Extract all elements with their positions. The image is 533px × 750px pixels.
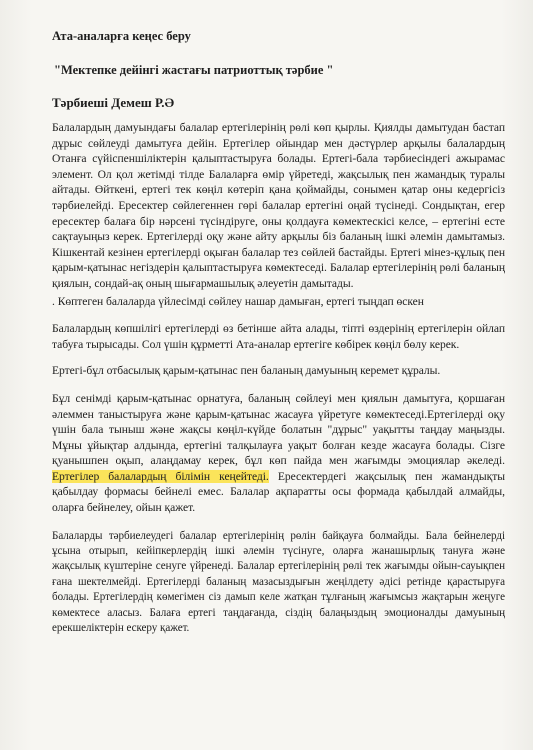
document-heading: Ата-аналарға кеңес беру xyxy=(52,29,191,43)
paragraph-text-after: Ересектердегі жақсылық пен жамандықты қабылдау формасы бейнелі емес. Балалар ақпаратты осы формада қабылдай алмайды, оларға бейнелеу, ойын қажет. xyxy=(52,469,505,515)
document-author: Тәрбиеші Демеш Р.Ә xyxy=(52,95,175,110)
document-topic-title: "Мектепке дейінгі жастағы патриоттық тәрбие " xyxy=(54,63,334,77)
paragraph-speech-note: . Көптеген балаларда үйлесімді сөйлеу нашар дамыған, ертегі тыңдап өскен xyxy=(52,294,424,308)
paragraph-reading-time xyxy=(52,391,505,516)
paragraph-retelling: Балалардың көпшілігі ертегілерді өз бетінше айта алады, тіпті өздерінің ертегілерін ойлап табуға тырысады. Сол үшін құрметті Ата-аналар ертегіге көбірек көңіл бөлу керек. xyxy=(52,322,505,351)
paragraph-family-tool: Ертегі-бұл отбасылық қарым-қатынас пен баланың дамуының керемет құралы. xyxy=(52,364,441,378)
paragraph-conclusion: Балаларды тәрбиелеудегі балалар ертегілерінің рөлін байқауға болмайды. Бала бейнелерді ұсына отырып, кейіпкерлердің ішкі әлемін түсінуге, оларға жанашырлық тануға және жақсылық күштеріне сенуге үйренеді. Балалар ертегілерінің рөлі тек жағымды ойын-сауықпен ғана шектелмейді. Ертегілерді баланың мазасыздығын жеңілдету әдісі ретінде қарастыруға болады. Ертегілердің көмегімен сіз дамып келе жатқан тұлғаның жағымсыз жақтарын жеңуге көмектесе аласыз. Балаға ертегі таңдағанда, сіздің балаңыздың эмоционалды дамуының ерекшеліктерін ескеру қажет. xyxy=(52,529,505,635)
paragraph-intro: Балалардың дамуындағы балалар ертегілерінің рөлі көп қырлы. Қиялды дамытудан бастап дұрыс сөйлеуді дамытуға дейін. Ертегілер ойындар мен дәстүрлер арқылы балалардың Отанға сүйіспеншіліктерін қалыптастыруға болады. Ертегі-бала тәрбиесіндегі ажырамас элемент. Ол қол жетімді тілде Балаларға өмір үйретеді, жақсылық пен жамандық туралы айтады. Өйткені, ертегі тек көңіл көтеріп қана қоймайды, сонымен қатар оны кедергісіз тәрбиелейді. Ересектер сөйлегеннен гөрі балалар ертегіні оңай түсінеді. Сондықтан, егер ересектер балаға бір нәрсені түсіндіруге, оны қолдауға көмектескісі келсе, – ертегіні есте сақтауыңыз керек. Ертегілерді оқу және айту арқылы біз баланың ішкі әлемін дамытамыз. Кішкентай кезінен ертегілерді оқыған балалар тез сөйлей бастайды. Ертегі мінез-құлық пен қарым-қатынас негіздерін қалыптастыруға көмектеседі. Балалар ертегілерінің рөлі баланың қиялын, сондай-ақ оның шығармашылық әлеуетін дамытады. xyxy=(52,121,505,290)
highlighted-sentence: Ертегілер балалардың білімін кеңейтеді. xyxy=(52,469,269,483)
paragraph-text-before: Бұл сенімді қарым-қатынас орнатуға, баланың сөйлеуі мен қиялын дамытуға, қоршаған әлеммен таныстыруға және қарым-қатынас жасауға үйретуге көмектеседі.Ертегілерді оқу үшін бала тыныш және жақсы көңіл-күйде болатын "дұрыс" уақытты таңдау маңызды. Мұны ұйықтар алдында, ертегіні талқылауға уақыт болған кезде жасауға болады. Сізге қуанышпен оқып, алаңдамау керек, бұл көп пайда мен жағымды эмоциялар әкеледі. xyxy=(52,391,505,468)
